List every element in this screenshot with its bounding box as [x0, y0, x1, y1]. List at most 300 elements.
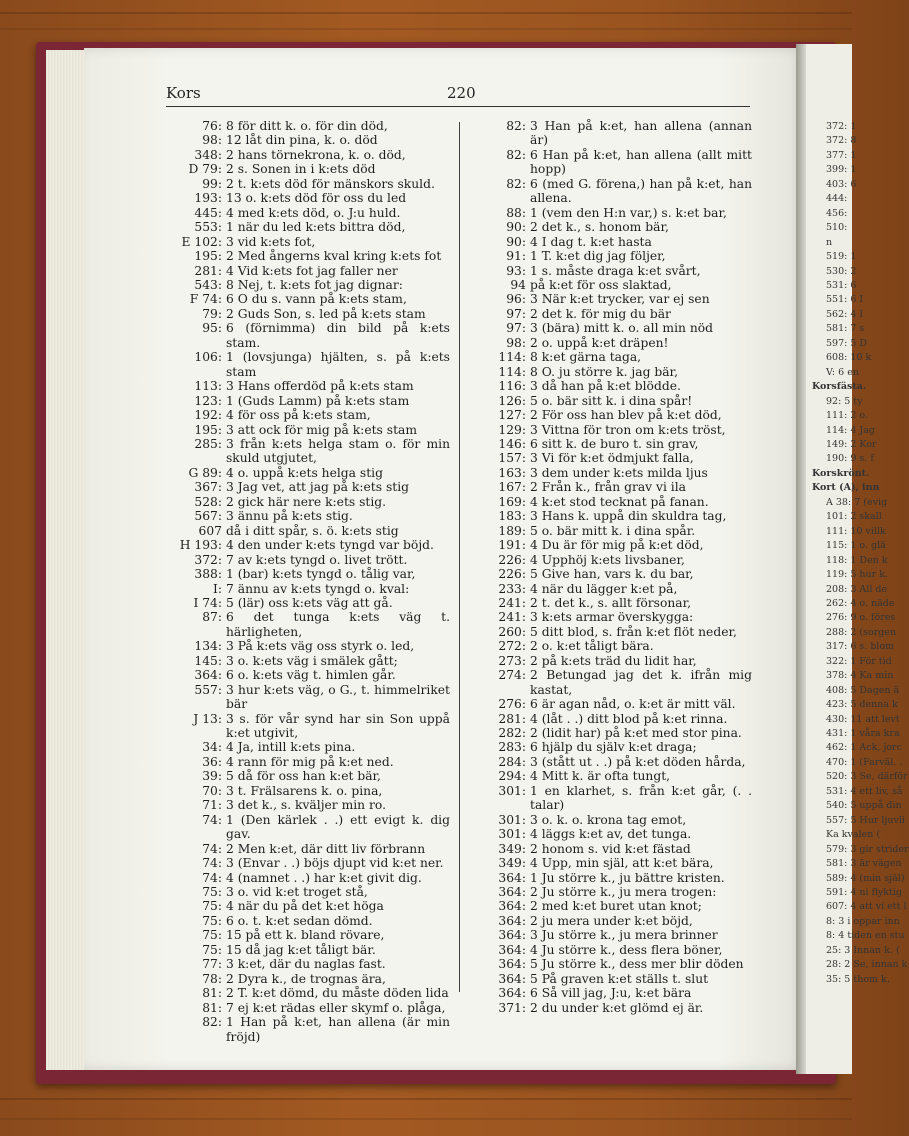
entry-reference: 364:	[498, 986, 526, 1001]
entry-text: 2 hans törnekrona, k. o. död,	[226, 147, 406, 162]
entry-reference: 34:	[202, 740, 222, 755]
entry-text: 5 o. bär sitt k. i dina spår!	[530, 393, 693, 408]
entry-reference: 97:	[506, 306, 526, 321]
next-page-line: 430: 11 att levt	[826, 713, 900, 725]
entry-text: 2 Guds Son, s. led på k:ets stam	[226, 306, 426, 321]
entry-reference: 169:	[498, 494, 526, 509]
next-page-line: 92: 5 ty	[826, 395, 863, 407]
index-entry	[470, 596, 752, 610]
index-entry	[170, 639, 450, 653]
entry-reference: 364:	[498, 942, 526, 957]
next-page-line: 520: 3 Se, därför	[826, 771, 908, 783]
index-entry	[470, 639, 752, 653]
entry-text: 7 ej k:et rädas eller skymf o. plåga,	[226, 1000, 446, 1015]
index-entry	[170, 842, 450, 856]
entry-text: 3 det k., s. kväljer min ro.	[226, 798, 386, 813]
next-page-line: Korsfästa.	[812, 381, 867, 393]
entry-reference: 226:	[498, 552, 526, 567]
entry-text: 2 T. k:et dömd, du måste döden lida	[226, 986, 449, 1001]
index-entry	[170, 495, 450, 509]
entry-reference: 191:	[498, 538, 526, 553]
index-entry	[470, 668, 752, 697]
entry-reference: F 74:	[189, 292, 222, 307]
entry-reference: 301:	[498, 783, 526, 798]
next-page-line: 562: 4 I	[826, 308, 864, 320]
entry-text: 4 Ju större k., dess flera böner,	[530, 942, 723, 957]
entry-text: 6 Så vill jag, J:u, k:et bära	[530, 986, 692, 1001]
entry-text: 2 Med ångerns kval kring k:ets fot	[226, 249, 442, 264]
entry-reference: 74:	[202, 841, 222, 856]
entry-reference: I 74:	[193, 595, 222, 610]
entry-text: 3 vid k:ets fot,	[226, 234, 316, 249]
next-page-line: 581: 7 s	[826, 323, 865, 335]
entry-reference: 116:	[498, 379, 526, 394]
entry-text: 4 när du på det k:et höga	[226, 899, 384, 914]
entry-reference: 71:	[202, 798, 222, 813]
index-entry	[170, 986, 450, 1000]
index-entry	[170, 683, 450, 712]
entry-text: 5 Ju större k., dess mer blir döden	[530, 957, 744, 972]
index-entry	[470, 524, 752, 538]
next-page-line: 519: 1	[826, 251, 857, 263]
index-entry	[170, 133, 450, 147]
index-entry	[170, 350, 450, 379]
entry-reference: 127:	[498, 408, 526, 423]
entry-reference: 567:	[194, 509, 222, 524]
index-entry	[470, 697, 752, 711]
index-entry	[170, 235, 450, 249]
entry-text: 3 t. Frälsarens k. o. pina,	[226, 783, 383, 798]
index-entry	[170, 740, 450, 754]
entry-reference: 226:	[498, 567, 526, 582]
index-entry	[170, 292, 450, 306]
entry-reference: 528:	[194, 494, 222, 509]
index-entry	[170, 712, 450, 741]
index-entry	[170, 943, 450, 957]
page-header-title: Kors	[166, 84, 201, 102]
entry-reference: 123:	[194, 393, 222, 408]
entry-reference: 90:	[506, 234, 526, 249]
entry-reference: 163:	[498, 465, 526, 480]
index-entry	[170, 321, 450, 350]
next-page-line: 322: 1 För tid	[826, 655, 892, 667]
index-entry	[170, 871, 450, 885]
entry-reference: 76:	[202, 119, 222, 133]
entry-text: 7 av k:ets tyngd o. livet trött.	[226, 552, 408, 567]
entry-text: 2 Men k:et, där ditt liv förbrann	[226, 841, 426, 856]
entry-text: 1 T. k:et dig jag följer,	[530, 249, 666, 264]
entry-reference: 364:	[498, 971, 526, 986]
index-entry	[170, 307, 450, 321]
index-entry	[470, 495, 752, 509]
next-page-line: 8: 4 tiden en stu	[826, 930, 905, 942]
next-page-line: 403: 6	[826, 178, 857, 190]
entry-reference: 371:	[498, 1000, 526, 1015]
index-entry	[170, 567, 450, 581]
entry-reference: 78:	[202, 971, 222, 986]
next-page-line: 35: 5 thom k.	[826, 973, 890, 985]
entry-text: 5 o. bär mitt k. i dina spår.	[530, 523, 696, 538]
entry-text: 2 o. k:et tåligt bära.	[530, 639, 654, 654]
index-entry	[170, 423, 450, 437]
entry-text: 3 o. k. o. krona tag emot,	[530, 812, 687, 827]
entry-text: 4 rann för mig på k:et ned.	[226, 754, 394, 769]
entry-reference: 113:	[194, 379, 222, 394]
entry-text: 6 (förnimma) din bild på k:ets stam.	[226, 321, 450, 350]
entry-text: 5 då för oss han k:et bär,	[226, 769, 381, 784]
entry-reference: 195:	[194, 249, 222, 264]
index-entry	[470, 567, 752, 581]
index-entry	[470, 538, 752, 552]
entry-reference: 95:	[202, 321, 222, 336]
entry-text: 5 Give han, vars k. du bar,	[530, 567, 694, 582]
entry-text: 15 då jag k:et tåligt bär.	[226, 942, 376, 957]
index-entry	[470, 899, 752, 913]
next-page-fragment	[806, 44, 909, 1074]
next-page-line: 262: 4 o. näde	[826, 597, 895, 609]
entry-text: 4 Upphöj k:ets livsbaner,	[530, 552, 685, 567]
index-entry	[470, 451, 752, 465]
index-entry	[470, 726, 752, 740]
next-page-line: 114: 4 Jag	[826, 424, 875, 436]
header-rule	[166, 106, 750, 107]
entry-text: 2 (lidit har) på k:et med stor pina.	[530, 726, 742, 741]
entry-text: 6 hjälp du själv k:et draga;	[530, 740, 697, 755]
index-entry	[170, 524, 450, 538]
entry-reference: 126:	[498, 393, 526, 408]
entry-text: 6 o. t. k:et sedan dömd.	[226, 913, 373, 928]
entry-text: 2 honom s. vid k:et fästad	[530, 841, 691, 856]
index-entry	[470, 480, 752, 494]
entry-text: 1 s. måste draga k:et svårt,	[530, 263, 701, 278]
entry-reference: 157:	[498, 451, 526, 466]
index-entry	[170, 278, 450, 292]
next-page-line: 431: 1 våra kra	[826, 728, 900, 740]
entry-text: 3 att ock för mig på k:ets stam	[226, 422, 418, 437]
entry-text: 1 när du led k:ets bittra död,	[226, 220, 406, 235]
entry-reference: 364:	[498, 885, 526, 900]
entry-reference: 81:	[202, 1000, 222, 1015]
entry-reference: 98:	[506, 335, 526, 350]
entry-reference: 285:	[194, 436, 222, 451]
entry-reference: J 13:	[193, 711, 222, 726]
entry-reference: 282:	[498, 726, 526, 741]
entry-reference: 74:	[202, 856, 222, 871]
next-page-line: 579: 3 gir strider	[826, 843, 909, 855]
index-entry	[170, 538, 450, 552]
entry-text: 1 Han på k:et, han allena (är min fröjd)	[226, 1015, 450, 1044]
entry-text: 3 dem under k:ets milda ljus	[530, 465, 708, 480]
entry-text: 2 Ju större k., ju mera trogen:	[530, 885, 717, 900]
index-entry	[470, 769, 752, 783]
entry-reference: 114:	[498, 350, 526, 365]
entry-text: 8 O. ju större k. jag bär,	[530, 364, 678, 379]
entry-text: 3 På k:ets väg oss styrk o. led,	[226, 639, 415, 654]
entry-text: 2 du under k:et glömd ej är.	[530, 1000, 704, 1015]
entry-reference: 367:	[194, 480, 222, 495]
entry-text: 3 hur k:ets väg, o G., t. himmelriket bär	[226, 682, 450, 712]
next-page-line: 115: 1 o. glä	[826, 540, 886, 552]
entry-reference: 70:	[202, 783, 222, 798]
entry-reference: 364:	[498, 928, 526, 943]
next-page-line: 111: 10 villk	[826, 525, 886, 537]
entry-text: 2 t. k:ets död för mänskors skuld.	[226, 176, 435, 191]
next-page-line: Kort (A), inn	[812, 482, 880, 494]
entry-text: 4 Upp, min själ, att k:et bära,	[530, 856, 714, 871]
entry-reference: 97:	[506, 321, 526, 336]
entry-text: 3 o. k:ets väg i smälek gått;	[226, 653, 398, 668]
entry-text: 3 ännu på k:ets stig.	[226, 509, 353, 524]
entry-text: 4 när du lägger k:et på,	[530, 581, 678, 596]
index-entry	[470, 423, 752, 437]
entry-text: 4 I dag t. k:et hasta	[530, 234, 652, 249]
index-entry	[470, 553, 752, 567]
index-entry	[170, 813, 450, 842]
entry-reference: E 102:	[181, 234, 222, 249]
entry-text: 3 från k:ets helga stam o. för min skuld utgjutet,	[226, 436, 450, 466]
next-page-line: 551: 6 I	[826, 294, 864, 306]
index-entry	[470, 235, 752, 249]
next-page-line: 372: 8	[826, 135, 857, 147]
entry-reference: 348:	[194, 147, 222, 162]
next-page-line: 377: 1	[826, 149, 857, 161]
next-page-line: 119: 5 hur k.	[826, 569, 888, 581]
entry-reference: 557:	[194, 682, 222, 697]
index-entry	[470, 813, 752, 827]
entry-reference: H 193:	[179, 538, 222, 553]
entry-text: 3 Vi för k:et ödmjukt falla,	[530, 451, 694, 466]
entry-text: 3 Jag vet, att jag på k:ets stig	[226, 480, 410, 495]
entry-text: 8 k:et gärna taga,	[530, 350, 642, 365]
next-page-line: 530: 2	[826, 265, 857, 277]
entry-reference: 272:	[498, 639, 526, 654]
index-entry	[170, 582, 450, 596]
entry-reference: 167:	[498, 480, 526, 495]
entry-reference: 233:	[498, 581, 526, 596]
index-entry	[470, 842, 752, 856]
entry-text: 8 Nej, t. k:ets fot jag dignar:	[226, 277, 403, 292]
index-entry	[470, 321, 752, 335]
entry-text: 3 då han på k:et blödde.	[530, 379, 681, 394]
entry-reference: 241:	[498, 610, 526, 625]
entry-reference: 82:	[506, 119, 526, 133]
entry-text: 2 på k:ets träd du lidit har,	[530, 653, 697, 668]
index-entry	[170, 394, 450, 408]
entry-text: 6 det tunga k:ets väg t. härligheten,	[226, 610, 450, 639]
entry-reference: 607	[198, 523, 222, 538]
next-page-line: 149: 2 Kor	[826, 438, 877, 450]
index-entry	[170, 249, 450, 263]
entry-reference: 283:	[498, 740, 526, 755]
entry-reference: 114:	[498, 364, 526, 379]
entry-text: 4 läggs k:et av, det tunga.	[530, 827, 692, 842]
entry-reference: 388:	[194, 567, 222, 582]
entry-text: 1 (vem den H:n var,) s. k:et bar,	[530, 205, 727, 220]
index-entry	[470, 885, 752, 899]
entry-reference: 189:	[498, 523, 526, 538]
next-page-line: 531: 4 ett liv, så	[826, 785, 903, 797]
entry-text: 2 s. Sonen in i k:ets död	[226, 162, 376, 177]
entry-text: 1 Ju större k., ju bättre kristen.	[530, 870, 725, 885]
entry-text: 2 t. det k., s. allt försonar,	[530, 595, 692, 610]
index-entry	[170, 668, 450, 682]
entry-text: 3 När k:et trycker, var ej sen	[530, 292, 710, 307]
next-page-line: 589: 4 (min själ)	[826, 872, 905, 884]
next-page-line: 423: 5 denna k	[826, 699, 898, 711]
next-page-line: 28: 2 Se, innan k	[826, 959, 908, 971]
entry-reference: 281:	[194, 263, 222, 278]
entry-reference: 36:	[202, 754, 222, 769]
next-page-line: 408: 5 Dagen ä	[826, 684, 900, 696]
entry-reference: 82:	[506, 176, 526, 191]
entry-reference: 75:	[202, 913, 222, 928]
next-page-line: 208: 3 All de	[826, 583, 888, 595]
page-edges	[46, 50, 86, 1070]
entry-reference: 193:	[194, 191, 222, 206]
entry-reference: 93:	[506, 263, 526, 278]
next-page-line: A 38: 7 (evig	[826, 496, 888, 508]
entry-text: 3 Hans k. uppå din skuldra tag,	[530, 509, 727, 524]
entry-text: 4 (låt . .) ditt blod på k:et rinna.	[530, 711, 728, 726]
entry-reference: 145:	[194, 653, 222, 668]
index-entry	[170, 654, 450, 668]
next-page-line: 276: 9 o. föres	[826, 612, 896, 624]
next-page-line: 399: 1	[826, 164, 857, 176]
next-page-line: 101: 2 skall	[826, 511, 882, 523]
next-page-line: 372: 1	[826, 121, 857, 132]
entry-reference: 91:	[506, 249, 526, 264]
entry-reference: 241:	[498, 595, 526, 610]
index-entry	[170, 596, 450, 610]
index-entry	[470, 148, 752, 177]
index-entry	[470, 408, 752, 422]
index-entry	[170, 610, 450, 639]
next-page-line: 25: 3 Innan k. (	[826, 944, 900, 956]
index-entry	[470, 856, 752, 870]
next-page-line: 540: 5 uppå din	[826, 800, 902, 812]
entry-text: 2 gick här nere k:ets stig.	[226, 494, 387, 509]
entry-reference: 77:	[202, 957, 222, 972]
index-entry	[170, 509, 450, 523]
entry-text: 1 (Den kärlek . .) ett evigt k. dig gav.	[226, 812, 450, 842]
next-page-line: 510:	[826, 222, 848, 234]
index-entry	[470, 1001, 752, 1015]
next-page-line: 597: 5 D	[826, 337, 868, 349]
entry-text: 15 på ett k. bland rövare,	[226, 928, 385, 943]
index-entry	[470, 264, 752, 278]
entry-reference: 284:	[498, 754, 526, 769]
index-entry	[170, 928, 450, 942]
entry-text: 3 k:ets armar överskygga:	[530, 610, 694, 625]
entry-text: 2 o. uppå k:et dräpen!	[530, 335, 669, 350]
entry-text: 5 På graven k:et ställs t. slut	[530, 971, 709, 986]
index-entry	[170, 957, 450, 971]
next-page-line: 444:	[826, 193, 848, 205]
next-page-line: Korskrönt.	[812, 467, 870, 479]
entry-reference: 82:	[506, 147, 526, 162]
entry-text: 3 Vittna för tron om k:ets tröst,	[530, 422, 726, 437]
index-entry	[170, 914, 450, 928]
entry-reference: 294:	[498, 769, 526, 784]
next-page-line: 470: 1 (Farväl. .	[826, 756, 903, 768]
entry-text: 4 den under k:ets tyngd var böjd.	[226, 538, 434, 553]
entry-text: 4 Ja, intill k:ets pina.	[226, 740, 356, 755]
entry-reference: 273:	[498, 653, 526, 668]
index-entry	[470, 712, 752, 726]
entry-reference: G 89:	[188, 465, 222, 480]
index-entry	[470, 625, 752, 639]
index-entry	[170, 856, 450, 870]
entry-reference: 146:	[498, 436, 526, 451]
index-entry	[170, 206, 450, 220]
index-entry	[470, 943, 752, 957]
index-entry	[170, 177, 450, 191]
index-entry	[470, 610, 752, 624]
index-entry	[470, 249, 752, 263]
entry-text: 4 k:et stod tecknat på fanan.	[530, 494, 709, 509]
index-entry	[470, 582, 752, 596]
entry-text: 2 med k:et buret utan knot;	[530, 899, 702, 914]
entry-reference: 364:	[498, 899, 526, 914]
next-page-line: 608: 10 k	[826, 352, 872, 364]
entry-reference: 372:	[194, 552, 222, 567]
index-entry	[470, 740, 752, 754]
entry-reference: 364:	[498, 913, 526, 928]
index-entry	[470, 278, 752, 292]
entry-reference: 364:	[498, 957, 526, 972]
entry-reference: 106:	[194, 350, 222, 365]
index-entry	[470, 177, 752, 206]
index-entry	[470, 986, 752, 1000]
next-page-line: 531: 6	[826, 279, 857, 291]
index-entry	[470, 379, 752, 393]
entry-text: 6 sitt k. de buro t. sin grav,	[530, 436, 699, 451]
entry-text: 6 Han på k:et, han allena (allt mitt hopp)	[530, 147, 752, 177]
entry-reference: 82:	[202, 1015, 222, 1030]
entry-text: 2 Betungad jag det k. ifrån mig kastat,	[530, 668, 752, 697]
index-entry	[170, 1015, 450, 1044]
index-entry	[170, 1001, 450, 1015]
index-entry	[170, 798, 450, 812]
entry-reference: 88:	[506, 205, 526, 220]
next-page-line: 317: 6 s. blom	[826, 641, 895, 653]
index-entry	[470, 336, 752, 350]
next-page-line: 111: 2 o.	[826, 410, 868, 422]
entry-reference: D 79:	[188, 162, 222, 177]
entry-reference: 90:	[506, 220, 526, 235]
entry-text: 3 o. vid k:et troget stå,	[226, 885, 368, 900]
index-entry	[470, 307, 752, 321]
entry-text: 4 för oss på k:ets stam,	[226, 408, 371, 423]
next-page-line: 607: 4 att vi ett l	[826, 901, 907, 913]
index-entry	[470, 350, 752, 364]
index-entry	[170, 784, 450, 798]
entry-text: 6 är agan nåd, o. k:et är mitt väl.	[530, 697, 736, 712]
next-page-line: V: 6 en	[826, 366, 859, 378]
entry-text: på k:et för oss slaktad,	[530, 277, 672, 292]
entry-text: 3 k:et, där du naglas fast.	[226, 957, 386, 972]
index-entry	[470, 466, 752, 480]
index-entry	[470, 755, 752, 769]
entry-text: 7 ännu av k:ets tyngd o. kval:	[226, 581, 410, 596]
index-entry	[170, 480, 450, 494]
entry-reference: 87:	[202, 610, 222, 625]
entry-text: 2 Dyra k., de trognas ära,	[226, 971, 386, 986]
entry-reference: 192:	[194, 408, 222, 423]
entry-reference: 129:	[498, 422, 526, 437]
entry-reference: 75:	[202, 942, 222, 957]
next-page-line: Ka kvalen (	[826, 829, 881, 841]
